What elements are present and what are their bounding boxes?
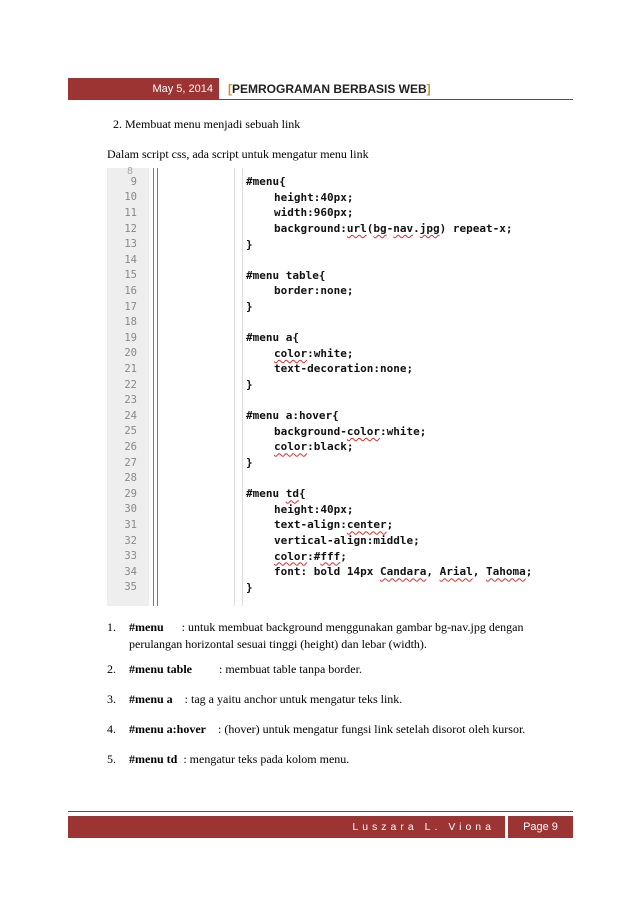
line-number: 12: [124, 222, 137, 235]
code-line: [107, 174, 552, 190]
code-text: text-align:center;: [274, 518, 394, 532]
line-number: 25: [124, 425, 137, 438]
code-text: font: bold 14px Candara, Arial, Tahoma;: [274, 565, 533, 579]
list-term: #menu a:hover: [129, 722, 206, 736]
code-line: [107, 486, 552, 502]
code-line: [107, 392, 552, 408]
list-number: 5.: [107, 752, 116, 766]
line-number: 26: [124, 440, 137, 453]
code-text: }: [246, 580, 253, 594]
code-text: }: [246, 300, 253, 314]
code-line: [107, 439, 552, 455]
list-description-continued: perulangan horizontal sesuai tinggi (height) dan lebar (width).: [129, 637, 427, 651]
code-line: [107, 236, 552, 252]
code-text: width:960px;: [274, 206, 354, 220]
code-line: [107, 424, 552, 440]
line-number: 34: [124, 565, 137, 578]
code-text: height:40px;: [274, 190, 354, 204]
list-term: #menu a: [129, 692, 173, 706]
line-number: 21: [124, 362, 137, 375]
line-number: 16: [124, 284, 137, 297]
line-number: 19: [124, 331, 137, 344]
list-term: #menu table: [129, 662, 192, 676]
code-line: [107, 502, 552, 518]
code-line: [107, 470, 552, 486]
code-line: [107, 517, 552, 533]
line-number: 13: [124, 238, 137, 251]
list-item: [107, 692, 402, 707]
line-number: 11: [124, 206, 137, 219]
line-number: 22: [124, 378, 137, 391]
list-item: [107, 620, 523, 652]
header-rule: [219, 99, 573, 100]
code-text: }: [246, 378, 253, 392]
line-number: 31: [124, 518, 137, 531]
code-line: [107, 408, 552, 424]
header-bracket-open: [: [228, 82, 232, 96]
list-description: : membuat table tanpa border.: [219, 662, 362, 676]
code-text: #menu a{: [246, 331, 299, 345]
list-number: 4.: [107, 722, 116, 736]
footer-rule: [68, 811, 573, 812]
line-number: 24: [124, 409, 137, 422]
line-number: 9: [130, 175, 137, 188]
line-number: 27: [124, 456, 137, 469]
code-text: background-color:white;: [274, 424, 427, 438]
list-number: 3.: [107, 692, 116, 706]
header-date: May 5, 2014: [68, 78, 219, 100]
header-bracket-close: ]: [426, 82, 431, 96]
line-number: 33: [124, 550, 137, 563]
header-title: [228, 78, 431, 100]
line-number: 20: [124, 347, 137, 360]
list-description: : mengatur teks pada kolom menu.: [183, 752, 350, 766]
code-line: [107, 252, 552, 268]
line-number: 18: [124, 316, 137, 329]
footer-page-number: Page 9: [508, 816, 573, 838]
code-line: [107, 190, 552, 206]
code-line: [107, 221, 552, 237]
code-text: #menu td{: [246, 487, 306, 501]
code-line: [107, 564, 552, 580]
code-line: [107, 283, 552, 299]
line-number: 14: [124, 253, 137, 266]
list-description: : (hover) untuk mengatur fungsi link setelah disorot oleh kursor.: [218, 722, 526, 736]
list-item: [107, 722, 525, 737]
list-item: [107, 752, 349, 767]
code-text: color:white;: [274, 346, 354, 360]
line-number: 30: [124, 503, 137, 516]
code-text: color:black;: [274, 440, 354, 454]
code-text: border:none;: [274, 284, 354, 298]
code-text: vertical-align:middle;: [274, 534, 420, 548]
code-line: [107, 533, 552, 549]
list-number: 2.: [107, 662, 116, 676]
code-line: [107, 314, 552, 330]
code-text: }: [246, 456, 253, 470]
code-line: [107, 330, 552, 346]
page-footer: [68, 816, 573, 838]
code-text: #menu a:hover{: [246, 409, 339, 423]
code-text: text-decoration:none;: [274, 362, 414, 376]
list-term: #menu: [129, 620, 164, 634]
line-number: 28: [124, 472, 137, 485]
page-header: [68, 78, 573, 100]
code-text: }: [246, 237, 253, 251]
line-number: 17: [124, 300, 137, 313]
code-block: [107, 168, 552, 606]
line-number: 29: [124, 487, 137, 500]
line-number: 32: [124, 534, 137, 547]
line-number: 10: [124, 191, 137, 204]
code-line: [107, 361, 552, 377]
gutter-top-marker: 8: [127, 166, 134, 177]
line-number: 35: [124, 581, 137, 594]
code-text: color:#fff;: [274, 549, 347, 563]
code-text: height:40px;: [274, 502, 354, 516]
code-line: [107, 580, 552, 596]
code-text: #menu{: [246, 175, 286, 189]
list-term: #menu td: [129, 752, 178, 766]
line-number: 23: [124, 394, 137, 407]
list-description: : untuk membuat background menggunakan gambar bg-nav.jpg dengan: [181, 620, 524, 634]
code-line: [107, 377, 552, 393]
list-description: : tag a yaitu anchor untuk mengatur teks link.: [184, 692, 403, 706]
code-line: [107, 455, 552, 471]
code-line: [107, 205, 552, 221]
code-line: [107, 346, 552, 362]
list-item: [107, 662, 362, 677]
list-number: 1.: [107, 620, 116, 634]
code-line: [107, 268, 552, 284]
code-text: #menu table{: [246, 268, 326, 282]
code-line: [107, 299, 552, 315]
line-number: 15: [124, 269, 137, 282]
code-line: [107, 548, 552, 564]
footer-author: Luszara L. Viona: [68, 816, 505, 838]
intro-text: Dalam script css, ada script untuk mengatur menu link: [107, 147, 369, 161]
code-text: background:url(bg-nav.jpg) repeat-x;: [274, 222, 513, 236]
header-title-text: PEMROGRAMAN BERBASIS WEB: [232, 82, 427, 96]
section-heading: 2. Membuat menu menjadi sebuah link: [113, 117, 301, 131]
